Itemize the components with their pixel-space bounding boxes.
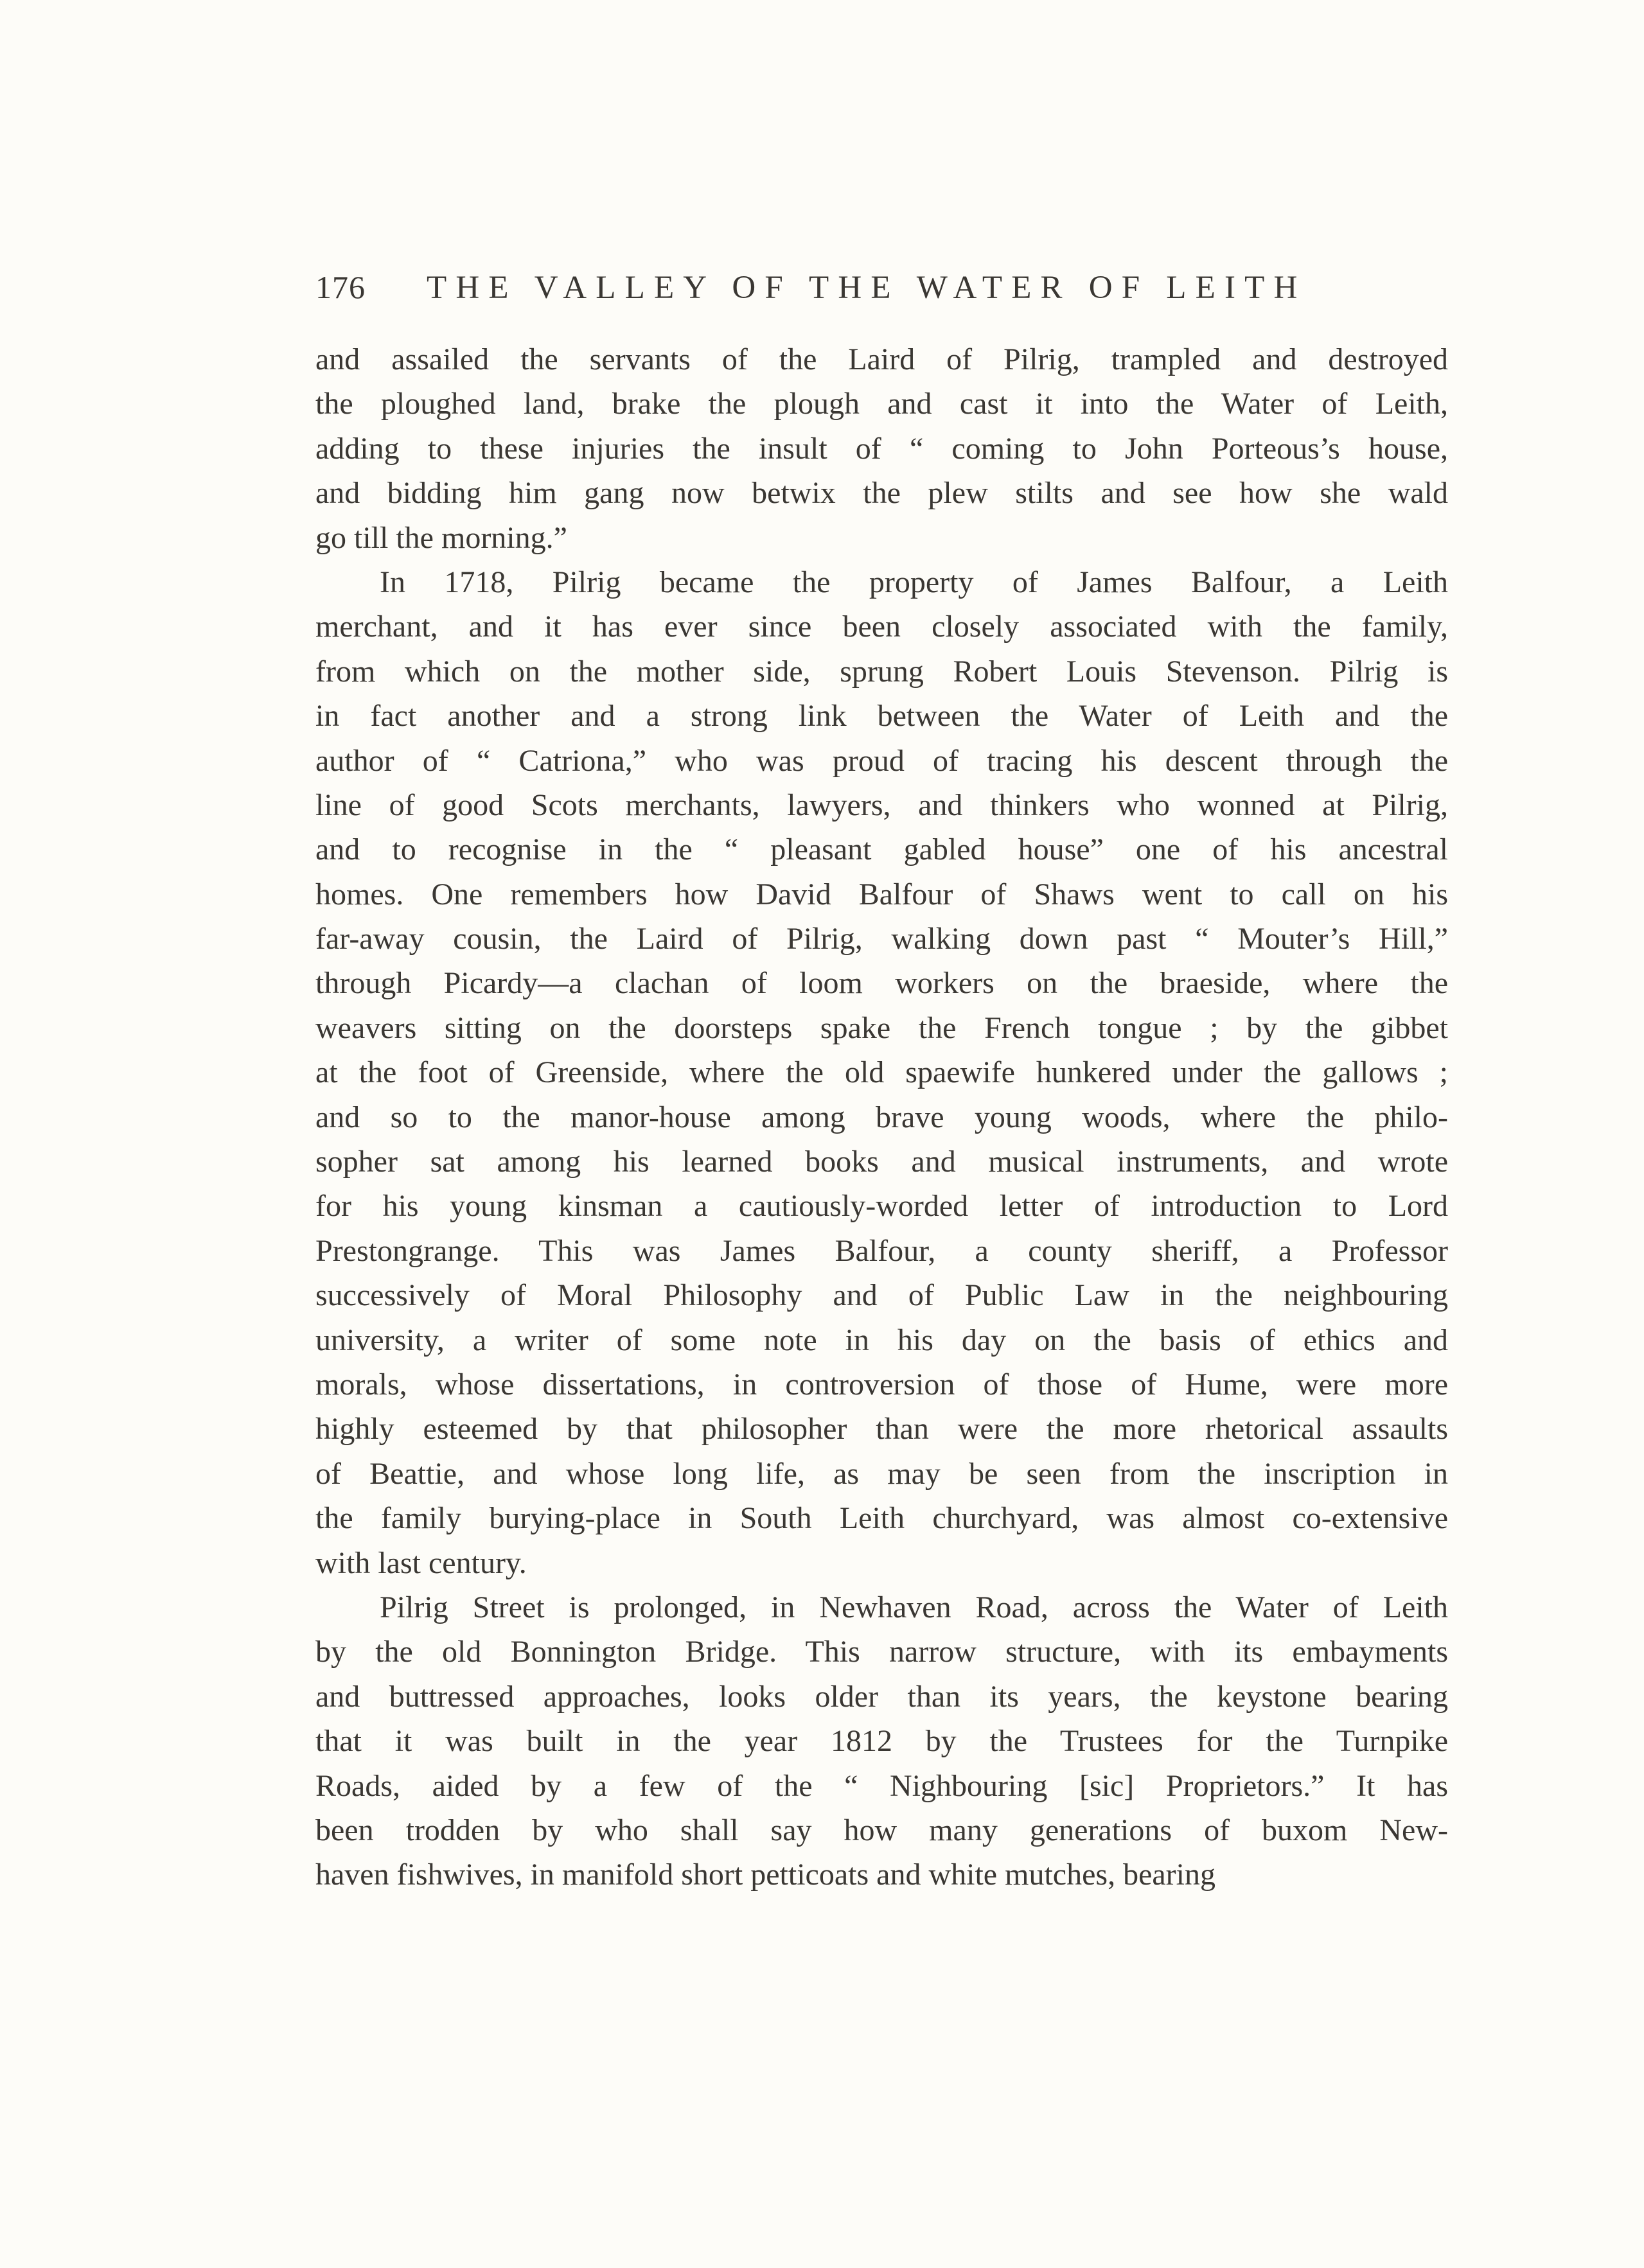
text-line: Roads, aided by a few of the “ Nighbouring [sic] Proprietors.” It has: [315, 1768, 1448, 1803]
paragraph: [315, 1585, 1448, 1897]
text-line: and assailed the servants of the Laird of Pilrig, trampled and destroyed: [315, 342, 1448, 376]
paragraph: [315, 337, 1448, 560]
text-line: merchant, and it has ever since been closely associated with the family,: [315, 610, 1448, 644]
text-line: and to recognise in the “ pleasant gabled house” one of his ancestral: [315, 832, 1448, 867]
text-line: the ploughed land, brake the plough and cast it into the Water of Leith,: [315, 387, 1448, 421]
text-line: homes. One remembers how David Balfour of Shaws went to call on his: [315, 877, 1448, 911]
body-text: [315, 337, 1448, 1897]
text-line: by the old Bonnington Bridge. This narrow structure, with its embayments: [315, 1635, 1448, 1669]
text-line: and bidding him gang now betwix the plew stilts and see how she wald: [315, 476, 1448, 511]
text-line: been trodden by who shall say how many generations of buxom New-: [315, 1813, 1448, 1847]
paragraph: [315, 560, 1448, 1585]
text-line: Pilrig Street is prolonged, in Newhaven Road, across the Water of Leith: [380, 1590, 1448, 1624]
text-line: successively of Moral Philosophy and of Public Law in the neighbouring: [315, 1278, 1448, 1313]
text-line: haven fishwives, in manifold short petticoats and white mutches, bearing: [315, 1858, 1215, 1892]
page-number: 176: [315, 269, 366, 305]
text-line: university, a writer of some note in his day on the basis of ethics and: [315, 1323, 1448, 1357]
text-line: sopher sat among his learned books and musical instruments, and wrote: [315, 1145, 1448, 1179]
text-line: with last century.: [315, 1545, 527, 1580]
text-line: go till the morning.”: [315, 520, 567, 555]
text-line: through Picardy—a clachan of loom workers on the braeside, where the: [315, 966, 1448, 1001]
text-line: in fact another and a strong link between the Water of Leith and the: [315, 699, 1448, 734]
text-line: at the foot of Greenside, where the old spaewife hunkered under the gallows ;: [315, 1055, 1448, 1090]
text-line: Prestongrange. This was James Balfour, a county sheriff, a Professor: [315, 1233, 1448, 1268]
text-line: from which on the mother side, sprung Robert Louis Stevenson. Pilrig is: [315, 654, 1448, 689]
text-line: and so to the manor-house among brave young woods, where the philo-: [315, 1100, 1448, 1134]
text-line: and buttressed approaches, looks older than its years, the keystone bearing: [315, 1679, 1448, 1714]
text-line: far-away cousin, the Laird of Pilrig, walking down past “ Mouter’s Hill,”: [315, 922, 1448, 956]
text-line: weavers sitting on the doorsteps spake the French tongue ; by the gibbet: [315, 1010, 1448, 1045]
text-line: for his young kinsman a cautiously-worded letter of introduction to Lord: [315, 1189, 1448, 1224]
text-line: that it was built in the year 1812 by the Trustees for the Turnpike: [315, 1724, 1448, 1759]
text-line: morals, whose dissertations, in controversion of those of Hume, were more: [315, 1367, 1448, 1402]
text-line: author of “ Catriona,” who was proud of tracing his descent through the: [315, 743, 1448, 778]
text-line: In 1718, Pilrig became the property of James Balfour, a Leith: [380, 565, 1448, 599]
running-title: THE VALLEY OF THE WATER OF LEITH: [427, 270, 1307, 306]
text-line: adding to these injuries the insult of “ coming to John Porteous’s house,: [315, 431, 1448, 466]
text-line: of Beattie, and whose long life, as may be seen from the inscription in: [315, 1456, 1448, 1491]
text-line: highly esteemed by that philosopher than were the more rhetorical assaults: [315, 1412, 1448, 1446]
running-header: [315, 268, 1330, 313]
text-line: the family burying-place in South Leith churchyard, was almost co-extensive: [315, 1501, 1448, 1536]
text-line: line of good Scots merchants, lawyers, and thinkers who wonned at Pilrig,: [315, 787, 1448, 822]
